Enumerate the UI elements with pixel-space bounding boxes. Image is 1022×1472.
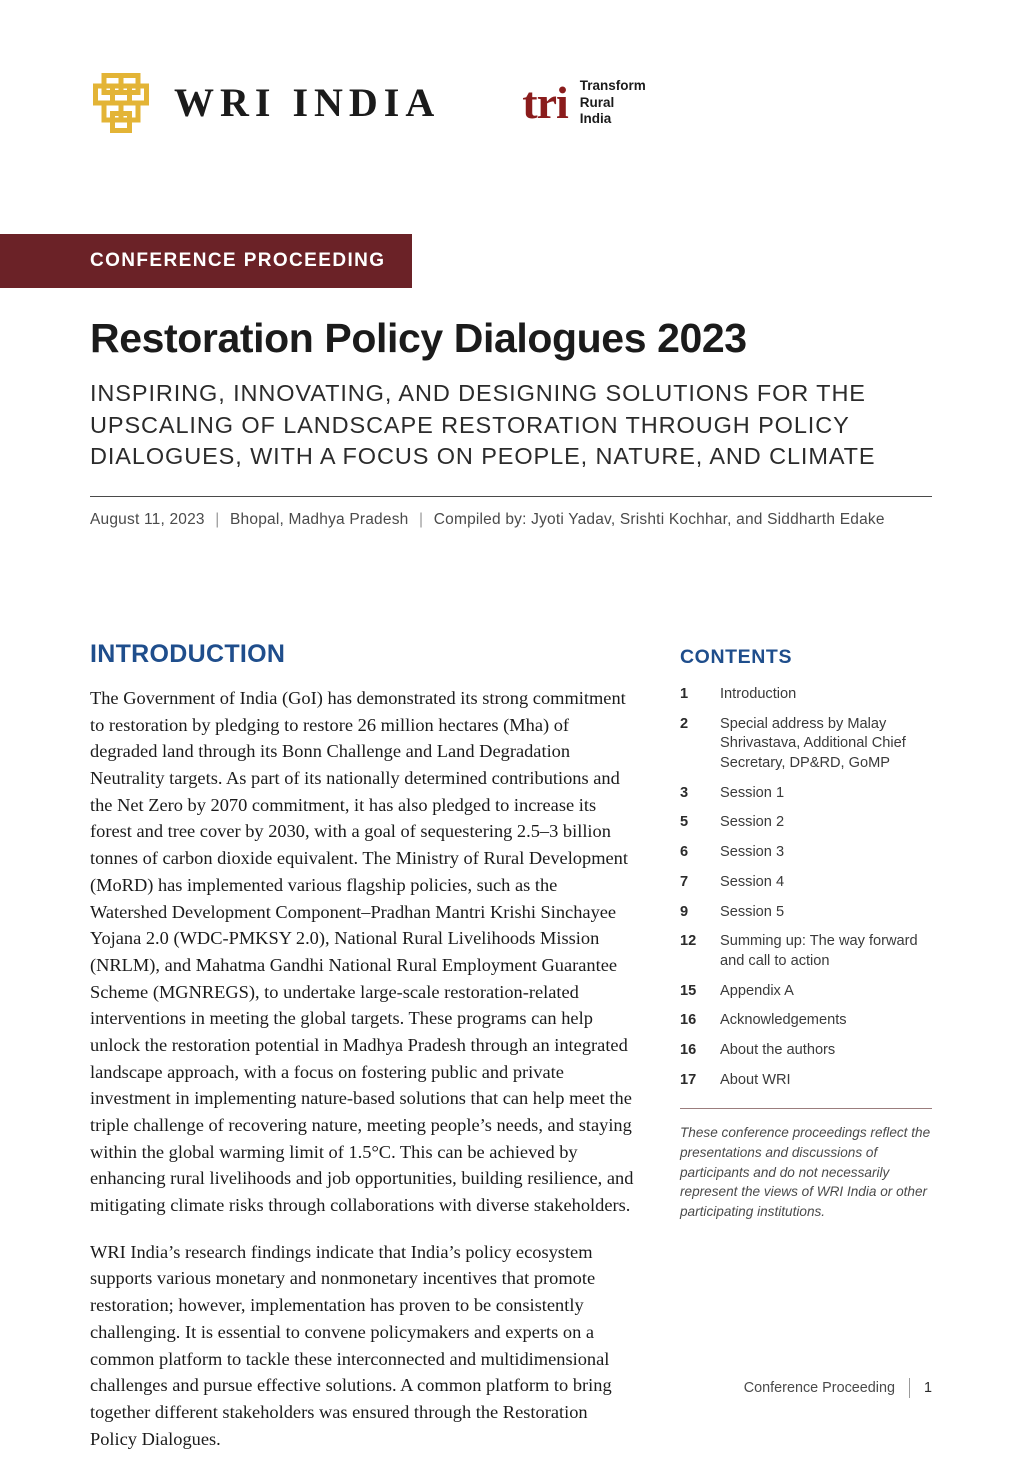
toc-page-number: 5 (680, 814, 689, 831)
toc-label: Acknowledgements (720, 1012, 847, 1029)
toc-item-summing-up[interactable] (680, 932, 932, 971)
byline-separator-1: | (215, 511, 220, 529)
tri-glyph-icon: tri (522, 77, 568, 128)
byline-place: Bhopal, Madhya Pradesh (230, 511, 409, 529)
toc-item-acknowledgements[interactable] (680, 1011, 932, 1031)
footer-page-number: 1 (923, 1380, 932, 1396)
logo-row (90, 72, 646, 134)
toc-label: Session 3 (720, 844, 785, 861)
toc-page-number: 9 (680, 903, 689, 920)
toc-page-number: 12 (680, 933, 697, 950)
toc-label: Session 5 (720, 903, 785, 920)
footer-label: Conference Proceeding (743, 1380, 895, 1396)
toc-page-number: 17 (680, 1071, 697, 1088)
toc-label: About the authors (720, 1041, 836, 1058)
toc-label: Session 4 (720, 873, 785, 890)
wri-interlocking-squares-icon (90, 72, 152, 134)
tri-line-3: India (579, 111, 612, 127)
toc-page-number: 15 (680, 982, 697, 999)
document-kicker-band (0, 234, 412, 288)
footer-divider (909, 1378, 910, 1398)
toc-label: Session 1 (720, 784, 785, 801)
contents-sidebar (680, 640, 932, 1472)
toc-label: Appendix A (720, 982, 794, 999)
toc-page-number: 1 (680, 686, 689, 702)
title-divider (90, 496, 932, 497)
tri-line-1: Transform (579, 77, 646, 93)
contents-heading: CONTENTS (680, 646, 793, 668)
toc-label: Introduction (720, 686, 797, 702)
toc-item-introduction[interactable] (680, 685, 932, 705)
toc-item-session-4[interactable] (680, 873, 932, 893)
contents-divider (680, 1108, 932, 1109)
disclaimer-text: These conference proceedings reflect the presentations and discussions of participants and do not necessarily represent the views of WRI India or other participating institutions. (680, 1125, 931, 1220)
tri-line-2: Rural (579, 94, 615, 110)
toc-page-number: 16 (680, 1012, 697, 1029)
byline-compilers: Compiled by: Jyoti Yadav, Srishti Kochhar, and Siddharth Edake (433, 511, 885, 529)
toc-item-session-2[interactable] (680, 813, 932, 833)
toc-page-number: 2 (680, 715, 689, 732)
tri-logo-words (580, 78, 646, 129)
toc-page-number: 7 (680, 873, 689, 890)
toc-item-appendix-a[interactable] (680, 982, 932, 1002)
toc-label: Special address by Malay Shrivastava, Additional Chief Secretary, DP&RD, GoMP (720, 715, 906, 772)
toc-page-number: 16 (680, 1041, 697, 1058)
wri-logo-text: WRI INDIA (174, 80, 441, 125)
toc-item-about-wri[interactable] (680, 1071, 932, 1091)
page-subtitle: INSPIRING, INNOVATING, AND DESIGNING SOLUTIONS FOR THE UPSCALING OF LANDSCAPE RESTORATION THROUGH POLICY DIALOGUES, WITH A FOCUS ON PEOPLE, NATURE, AND CLIMATE (90, 380, 876, 469)
document-kicker-label: CONFERENCE PROCEEDING (90, 250, 386, 271)
page-footer (90, 1378, 932, 1398)
toc-item-special-address[interactable] (680, 715, 932, 774)
toc-page-number: 6 (680, 844, 689, 861)
toc-item-about-the-authors[interactable] (680, 1041, 932, 1061)
toc-label: Summing up: The way forward and call to action (720, 933, 918, 969)
toc-page-number: 3 (680, 784, 689, 801)
byline (90, 511, 932, 529)
page-title: Restoration Policy Dialogues 2023 (90, 315, 747, 361)
toc-label: Session 2 (720, 814, 785, 831)
toc-item-session-1[interactable] (680, 784, 932, 804)
byline-separator-2: | (419, 511, 424, 529)
body-columns (90, 640, 932, 1472)
byline-date: August 11, 2023 (90, 511, 205, 529)
introduction-paragraph-2: WRI India’s research findings indicate that India’s policy ecosystem supports various monetary and nonmonetary incentives that promote restoration; however, implementation has proven to be consistently challenging. It is essential to convene policymakers and experts on a common platform to tackle these interconnected and multidimensional challenges and pursue effective solutions. A common platform to bring together different stakeholders was ensured through the Restoration Policy Dialogues. (90, 1241, 612, 1449)
toc-item-session-5[interactable] (680, 903, 932, 923)
toc-label: About WRI (720, 1071, 791, 1088)
section-heading-introduction: INTRODUCTION (90, 640, 286, 668)
introduction-section (90, 640, 635, 1472)
toc-item-session-3[interactable] (680, 843, 932, 863)
introduction-paragraph-1: The Government of India (GoI) has demonstrated its strong commitment to restoration by pledging to restore 26 million hectares (Mha) of degraded land through its Bonn Challenge and Land Degradation Neutrality targets. As part of its nationally determined contributions and the Net Zero by 2070 commitment, it has also pledged to increase its forest and tree cover by 2030, with a goal of sequestering 2.5–3 billion tonnes of carbon dioxide equivalent. The Ministry of Rural Development (MoRD) has implemented various flagship policies, such as the Watershed Development Component–Pradhan Mantri Krishi Sinchayee Yojana 2.0 (WDC-PMKSY 2.0), National Rural Livelihoods Mission (NRLM), and Mahatma Gandhi National Rural Employment Guarantee Scheme (MGNREGS), to undertake large-scale restoration-related interventions in meeting the global targets. These programs can help unlock the restoration potential in Madhya Pradesh through an integrated landscape approach, with a focus on fostering public and private investment in implementing nature-based solutions that can help meet the triple challenge of recovering nature, meeting people’s needs, and staying within the global warming limit of 1.5°C. This can be achieved by enhancing rural livelihoods and job opportunities, building resilience, and mitigating climate risks through collaborations with diverse stakeholders. (90, 688, 634, 1216)
transform-rural-india-logo (522, 78, 646, 129)
title-block (90, 316, 932, 529)
